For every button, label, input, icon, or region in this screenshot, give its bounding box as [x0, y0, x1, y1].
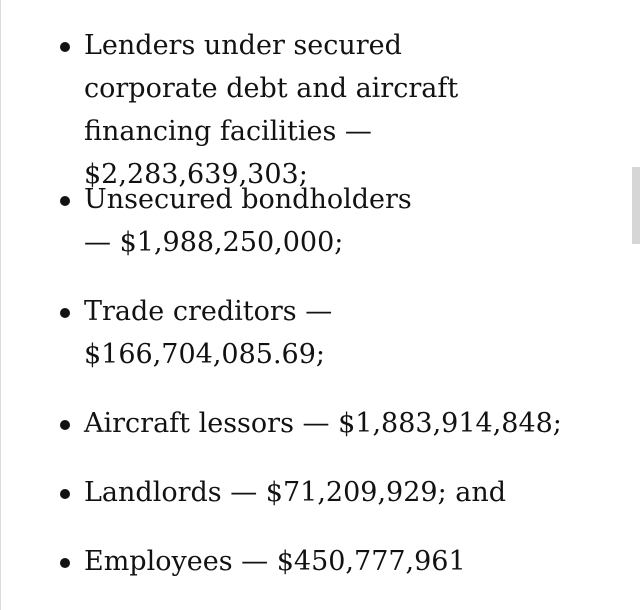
bullet-icon: [60, 558, 70, 568]
list-item-text: Aircraft lessors — $1,883,914,848;: [84, 408, 562, 439]
page-left-border: [0, 0, 1, 610]
list-item-text: Landlords — $71,209,929; and: [84, 477, 507, 508]
bullet-icon: [60, 196, 70, 206]
bullet-icon: [60, 42, 70, 52]
list-item-secured-lenders: [60, 24, 530, 196]
bullet-icon: [60, 489, 70, 499]
list-item-trade-creditors: [60, 290, 530, 376]
list-item-landlords: [60, 471, 530, 514]
list-item-aircraft-lessors: [60, 402, 562, 445]
list-item-text: Unsecured bondholders — $1,988,250,000;: [84, 184, 412, 258]
scrollbar-thumb[interactable]: [632, 167, 640, 244]
list-item-employees: [60, 540, 530, 583]
list-item-text: Trade creditors — $166,704,085.69;: [84, 296, 333, 370]
bullet-icon: [60, 308, 70, 318]
bullet-icon: [60, 420, 70, 430]
list-item-text: Lenders under secured corporate debt and aircraft financing facilities — $2,283,639,303;: [84, 30, 459, 190]
list-item-text: Employees — $450,777,961: [84, 546, 466, 577]
list-item-unsecured-bondholders: [60, 178, 530, 264]
